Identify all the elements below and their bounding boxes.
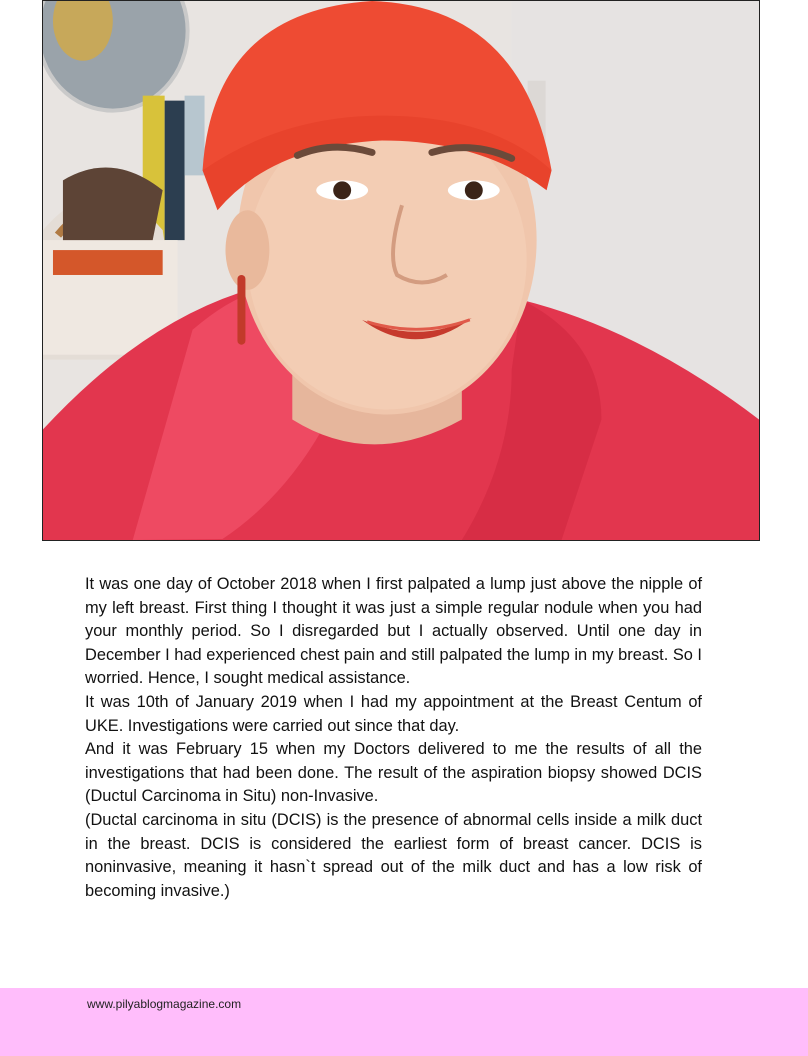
article-paragraph: It was one day of October 2018 when I first palpated a lump just above the nipple of my left breast. First thing I thought it was just a simple regular nodule when you had your monthly period. So I disregarded but I actually observed. Until one day in December I had experienced chest pain and still palpated the lump in my breast. So I worried. Hence, I sought medical assistance.	[85, 575, 702, 688]
article-paragraph: (Ductal carcinoma in situ (DCIS) is the presence of abnormal cells inside a milk duct in the breast. DCIS is considered the earliest form of breast cancer. DCIS is noninvasive, meaning it hasn`t spread out of the milk duct and has a low risk of becoming invasive.)	[85, 810, 702, 900]
article-paragraph: It was 10th of January 2019 when I had my appointment at the Breast Centum of UKE. Investigations were carried out since that day.	[85, 692, 702, 735]
article-body	[85, 573, 702, 903]
portrait-photo	[42, 0, 760, 541]
footer-url[interactable]: www.pilyablogmagazine.com	[87, 997, 242, 1011]
article-paragraph: And it was February 15 when my Doctors delivered to me the results of all the investigations that had been done. The result of the aspiration biopsy showed DCIS (Ductul Carcinoma in Situ) non-Invasive.	[85, 740, 702, 806]
portrait-illustration	[43, 1, 759, 540]
